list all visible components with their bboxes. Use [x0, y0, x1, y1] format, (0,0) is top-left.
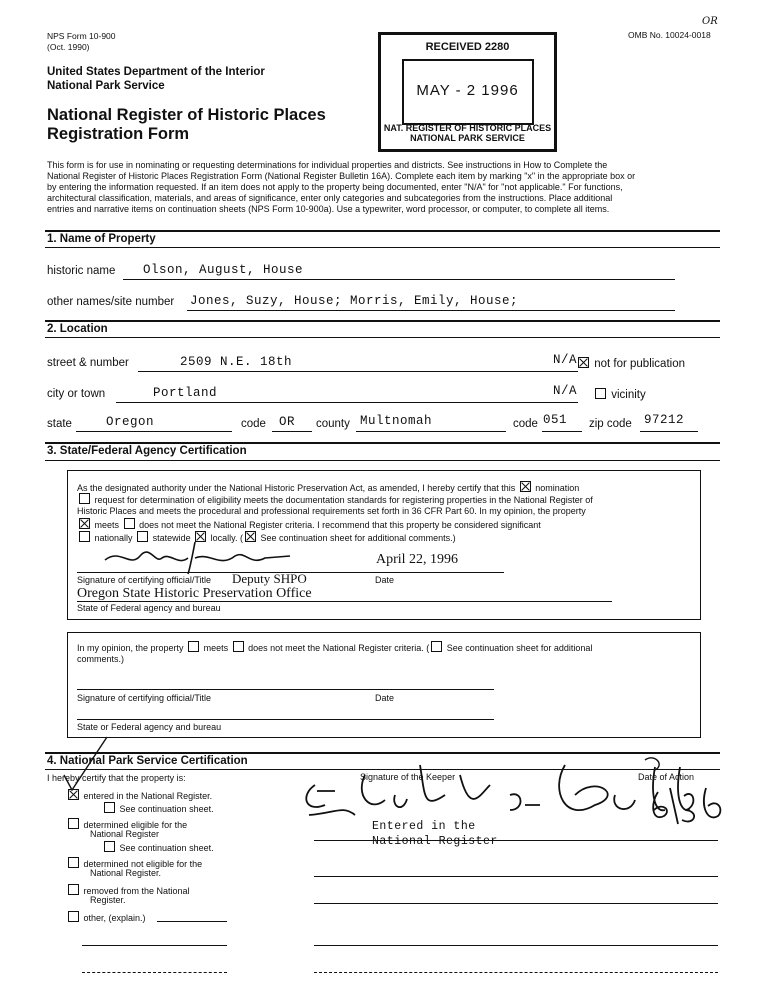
- street-na: N/A: [553, 353, 578, 367]
- omb-number: OMB No. 10024-0018: [628, 30, 711, 40]
- section4-heading: 4. National Park Service Certification: [47, 755, 248, 767]
- certification-date[interactable]: April 22, 1996: [376, 552, 459, 567]
- other-names-line: [187, 310, 675, 311]
- other-checkbox[interactable]: [68, 911, 79, 922]
- check-mark: [62, 735, 112, 795]
- received-stamp: [378, 32, 557, 152]
- option-entered-cont[interactable]: [102, 802, 214, 814]
- cert-line4-text: does not meet the National Register criteria. I recommend that this property be considered significant: [139, 520, 541, 530]
- removed-label: removed from the National: [83, 886, 190, 896]
- entered-cont-label: See continuation sheet.: [119, 804, 214, 814]
- cert-line2-text: request for determination of eligibility meets the documentation standards for registering properties in the National Register of: [94, 495, 593, 505]
- opinion-meets-label: meets: [203, 643, 229, 653]
- state-code-label: code: [241, 418, 266, 430]
- cert-line4: [77, 518, 541, 530]
- entered-label: entered in the National Register.: [83, 791, 213, 801]
- street-value[interactable]: 2509 N.E. 18th: [180, 355, 293, 369]
- historic-name-label: historic name: [47, 265, 116, 277]
- eligible-checkbox[interactable]: [68, 818, 79, 829]
- does-not-meet-checkbox[interactable]: [124, 518, 135, 529]
- nomination-checkbox[interactable]: [520, 481, 531, 492]
- stamp-line2: NATIONAL PARK SERVICE: [410, 133, 525, 143]
- opinion-cont-checkbox[interactable]: [431, 641, 442, 652]
- stamp-received: RECEIVED 2280: [425, 41, 510, 53]
- city-na: N/A: [553, 384, 578, 398]
- instruction-line: National Register of Historic Places Registration Form (National Register Bulletin 16A). Complete each item by marking "x" in the appropriate box or: [47, 171, 636, 181]
- divider: [45, 752, 720, 754]
- sig-label: Signature of certifying official/Title: [77, 575, 212, 585]
- request-checkbox[interactable]: [79, 493, 90, 504]
- vicinity-option[interactable]: [593, 388, 646, 401]
- divider: [45, 460, 720, 461]
- historic-name-value[interactable]: Olson, August, House: [143, 263, 304, 277]
- agency-line-2: [77, 719, 494, 720]
- state-line: [76, 431, 232, 432]
- action-date-handwritten: [648, 784, 728, 828]
- not-eligible-checkbox[interactable]: [68, 857, 79, 868]
- explain-line: [82, 945, 227, 946]
- entered-stamp-line1: Entered in the: [372, 820, 476, 833]
- entered-cont-checkbox[interactable]: [104, 802, 115, 813]
- zip-line: [640, 431, 698, 432]
- cert-line3: Historic Places and meets the procedural and professional requirements set forth in 36 CFR Part 60. In my opinion, the property: [77, 506, 586, 516]
- agency-label: State of Federal agency and bureau: [77, 603, 221, 613]
- opinion-line1: [77, 641, 592, 653]
- instruction-line: architectural classification, materials, and areas of significance, enter only categories and subcategories from the instructions. Place additional: [47, 193, 613, 203]
- divider: [45, 247, 720, 248]
- removed-checkbox[interactable]: [68, 884, 79, 895]
- other-names-label: other names/site number: [47, 296, 175, 308]
- omb-note: OR: [702, 16, 718, 27]
- form-title-line1: National Register of Historic Places: [47, 106, 326, 124]
- county-code-line: [542, 431, 582, 432]
- divider: [45, 337, 720, 338]
- section2-heading: 2. Location: [47, 323, 108, 335]
- agency-value[interactable]: Oregon State Historic Preservation Office: [77, 586, 312, 601]
- county-label: county: [316, 418, 350, 430]
- not-eligible-label-2: National Register.: [90, 868, 162, 878]
- divider: [45, 320, 720, 322]
- eligible-cont-checkbox[interactable]: [104, 841, 115, 852]
- section3-heading: 3. State/Federal Agency Certification: [47, 445, 247, 457]
- opinion-not-meet-label: does not meet the National Register criteria. (: [248, 643, 430, 653]
- locally-label: locally. (: [210, 533, 243, 543]
- nps-intro: I hereby certify that the property is:: [47, 773, 186, 783]
- cont-sheet-label: See continuation sheet for additional comments.): [260, 533, 456, 543]
- state-code-value[interactable]: OR: [279, 415, 296, 429]
- opinion-meets-checkbox[interactable]: [188, 641, 199, 652]
- divider: [45, 442, 720, 444]
- county-code-label: code: [513, 418, 538, 430]
- other-label: other, (explain.): [83, 913, 146, 923]
- keeper-line: [314, 903, 718, 904]
- option-other[interactable]: [66, 911, 146, 923]
- county-code-value[interactable]: 051: [543, 413, 568, 427]
- city-value[interactable]: Portland: [153, 386, 218, 400]
- explain-line: [82, 972, 227, 973]
- zip-value[interactable]: 97212: [644, 413, 685, 427]
- street-label: street & number: [47, 357, 129, 369]
- historic-name-line: [123, 279, 675, 280]
- instruction-line: by entering the information requested. If an item does not apply to the property being documented, enter "N/A" for "not applicable." For functions,: [47, 182, 623, 192]
- cert-line1-text: As the designated authority under the National Historic Preservation Act, as amended, I hereby certify that this: [77, 483, 516, 493]
- nationally-label: nationally: [94, 533, 133, 543]
- keeper-line: [314, 972, 718, 973]
- instruction-line: entries and narrative items on continuation sheets (NPS Form 10-900a). Use a typewriter, word processor, or computer, to complete all items.: [47, 204, 610, 214]
- city-line: [116, 402, 578, 403]
- removed-label-2: Register.: [90, 895, 126, 905]
- city-label: city or town: [47, 388, 106, 400]
- form-number: NPS Form 10-900: [47, 31, 116, 41]
- stamp-line1: NAT. REGISTER OF HISTORIC PLACES: [383, 123, 552, 133]
- section1-heading: 1. Name of Property: [47, 233, 156, 245]
- not-eligible-label: determined not eligible for the: [83, 859, 203, 869]
- signature-line-2: [77, 689, 494, 690]
- meets-checkbox[interactable]: [79, 518, 90, 529]
- instruction-line: This form is for use in nominating or requesting determinations for individual properties and districts. See instructions in How to Complete the: [47, 160, 608, 170]
- county-value[interactable]: Multnomah: [360, 414, 433, 428]
- cert-line2: [77, 493, 593, 505]
- keeper-line: [314, 876, 718, 877]
- nomination-label: nomination: [535, 483, 580, 493]
- date-label-2: Date: [375, 693, 395, 703]
- department: United States Department of the Interior: [47, 66, 265, 78]
- sig-title[interactable]: Deputy SHPO: [232, 571, 307, 586]
- other-names-value[interactable]: Jones, Suzy, House; Morris, Emily, House;: [190, 294, 519, 308]
- nationally-checkbox[interactable]: [79, 531, 90, 542]
- street-line: [138, 371, 578, 372]
- statewide-label: statewide: [152, 533, 191, 543]
- vicinity-label: vicinity: [611, 389, 646, 401]
- action-date-label: Date of Action: [638, 772, 695, 782]
- not-publication-option[interactable]: [576, 357, 685, 370]
- opinion-not-meet-checkbox[interactable]: [233, 641, 244, 652]
- meets-label: meets: [94, 520, 120, 530]
- not-publication-checkbox[interactable]: [578, 357, 589, 368]
- cert-line1: [77, 481, 579, 493]
- eligible-cont-label: See continuation sheet.: [119, 843, 214, 853]
- date-label: Date: [375, 575, 395, 585]
- vicinity-checkbox[interactable]: [595, 388, 606, 399]
- entered-stamp-line2: National Register: [372, 835, 498, 848]
- county-line: [356, 431, 506, 432]
- divider: [45, 230, 720, 232]
- state-label: state: [47, 418, 72, 430]
- option-removed[interactable]: [66, 884, 190, 896]
- agency-label-2: State or Federal agency and bureau: [77, 722, 222, 732]
- opinion-text: In my opinion, the property: [77, 643, 184, 653]
- agency-line: [77, 601, 612, 602]
- eligible-label: determined eligible for the: [83, 820, 188, 830]
- zip-label: zip code: [589, 418, 632, 430]
- form-title-line2: Registration Form: [47, 125, 190, 143]
- keeper-label: Signature of the Keeper: [360, 772, 456, 782]
- option-eligible-cont[interactable]: [102, 841, 214, 853]
- keeper-line: [314, 945, 718, 946]
- stamp-date: MAY - 2 1996: [416, 82, 519, 99]
- not-publication-label: not for publication: [594, 358, 685, 370]
- service: National Park Service: [47, 80, 165, 92]
- other-line: [157, 921, 227, 922]
- opinion-cont-label: See continuation sheet for additional: [446, 643, 593, 653]
- sig-label-2: Signature of certifying official/Title: [77, 693, 212, 703]
- opinion-line2: comments.): [77, 654, 125, 664]
- state-code-line: [272, 431, 312, 432]
- state-value[interactable]: Oregon: [106, 415, 155, 429]
- eligible-label-2: National Register: [90, 829, 160, 839]
- form-date: (Oct. 1990): [47, 42, 90, 52]
